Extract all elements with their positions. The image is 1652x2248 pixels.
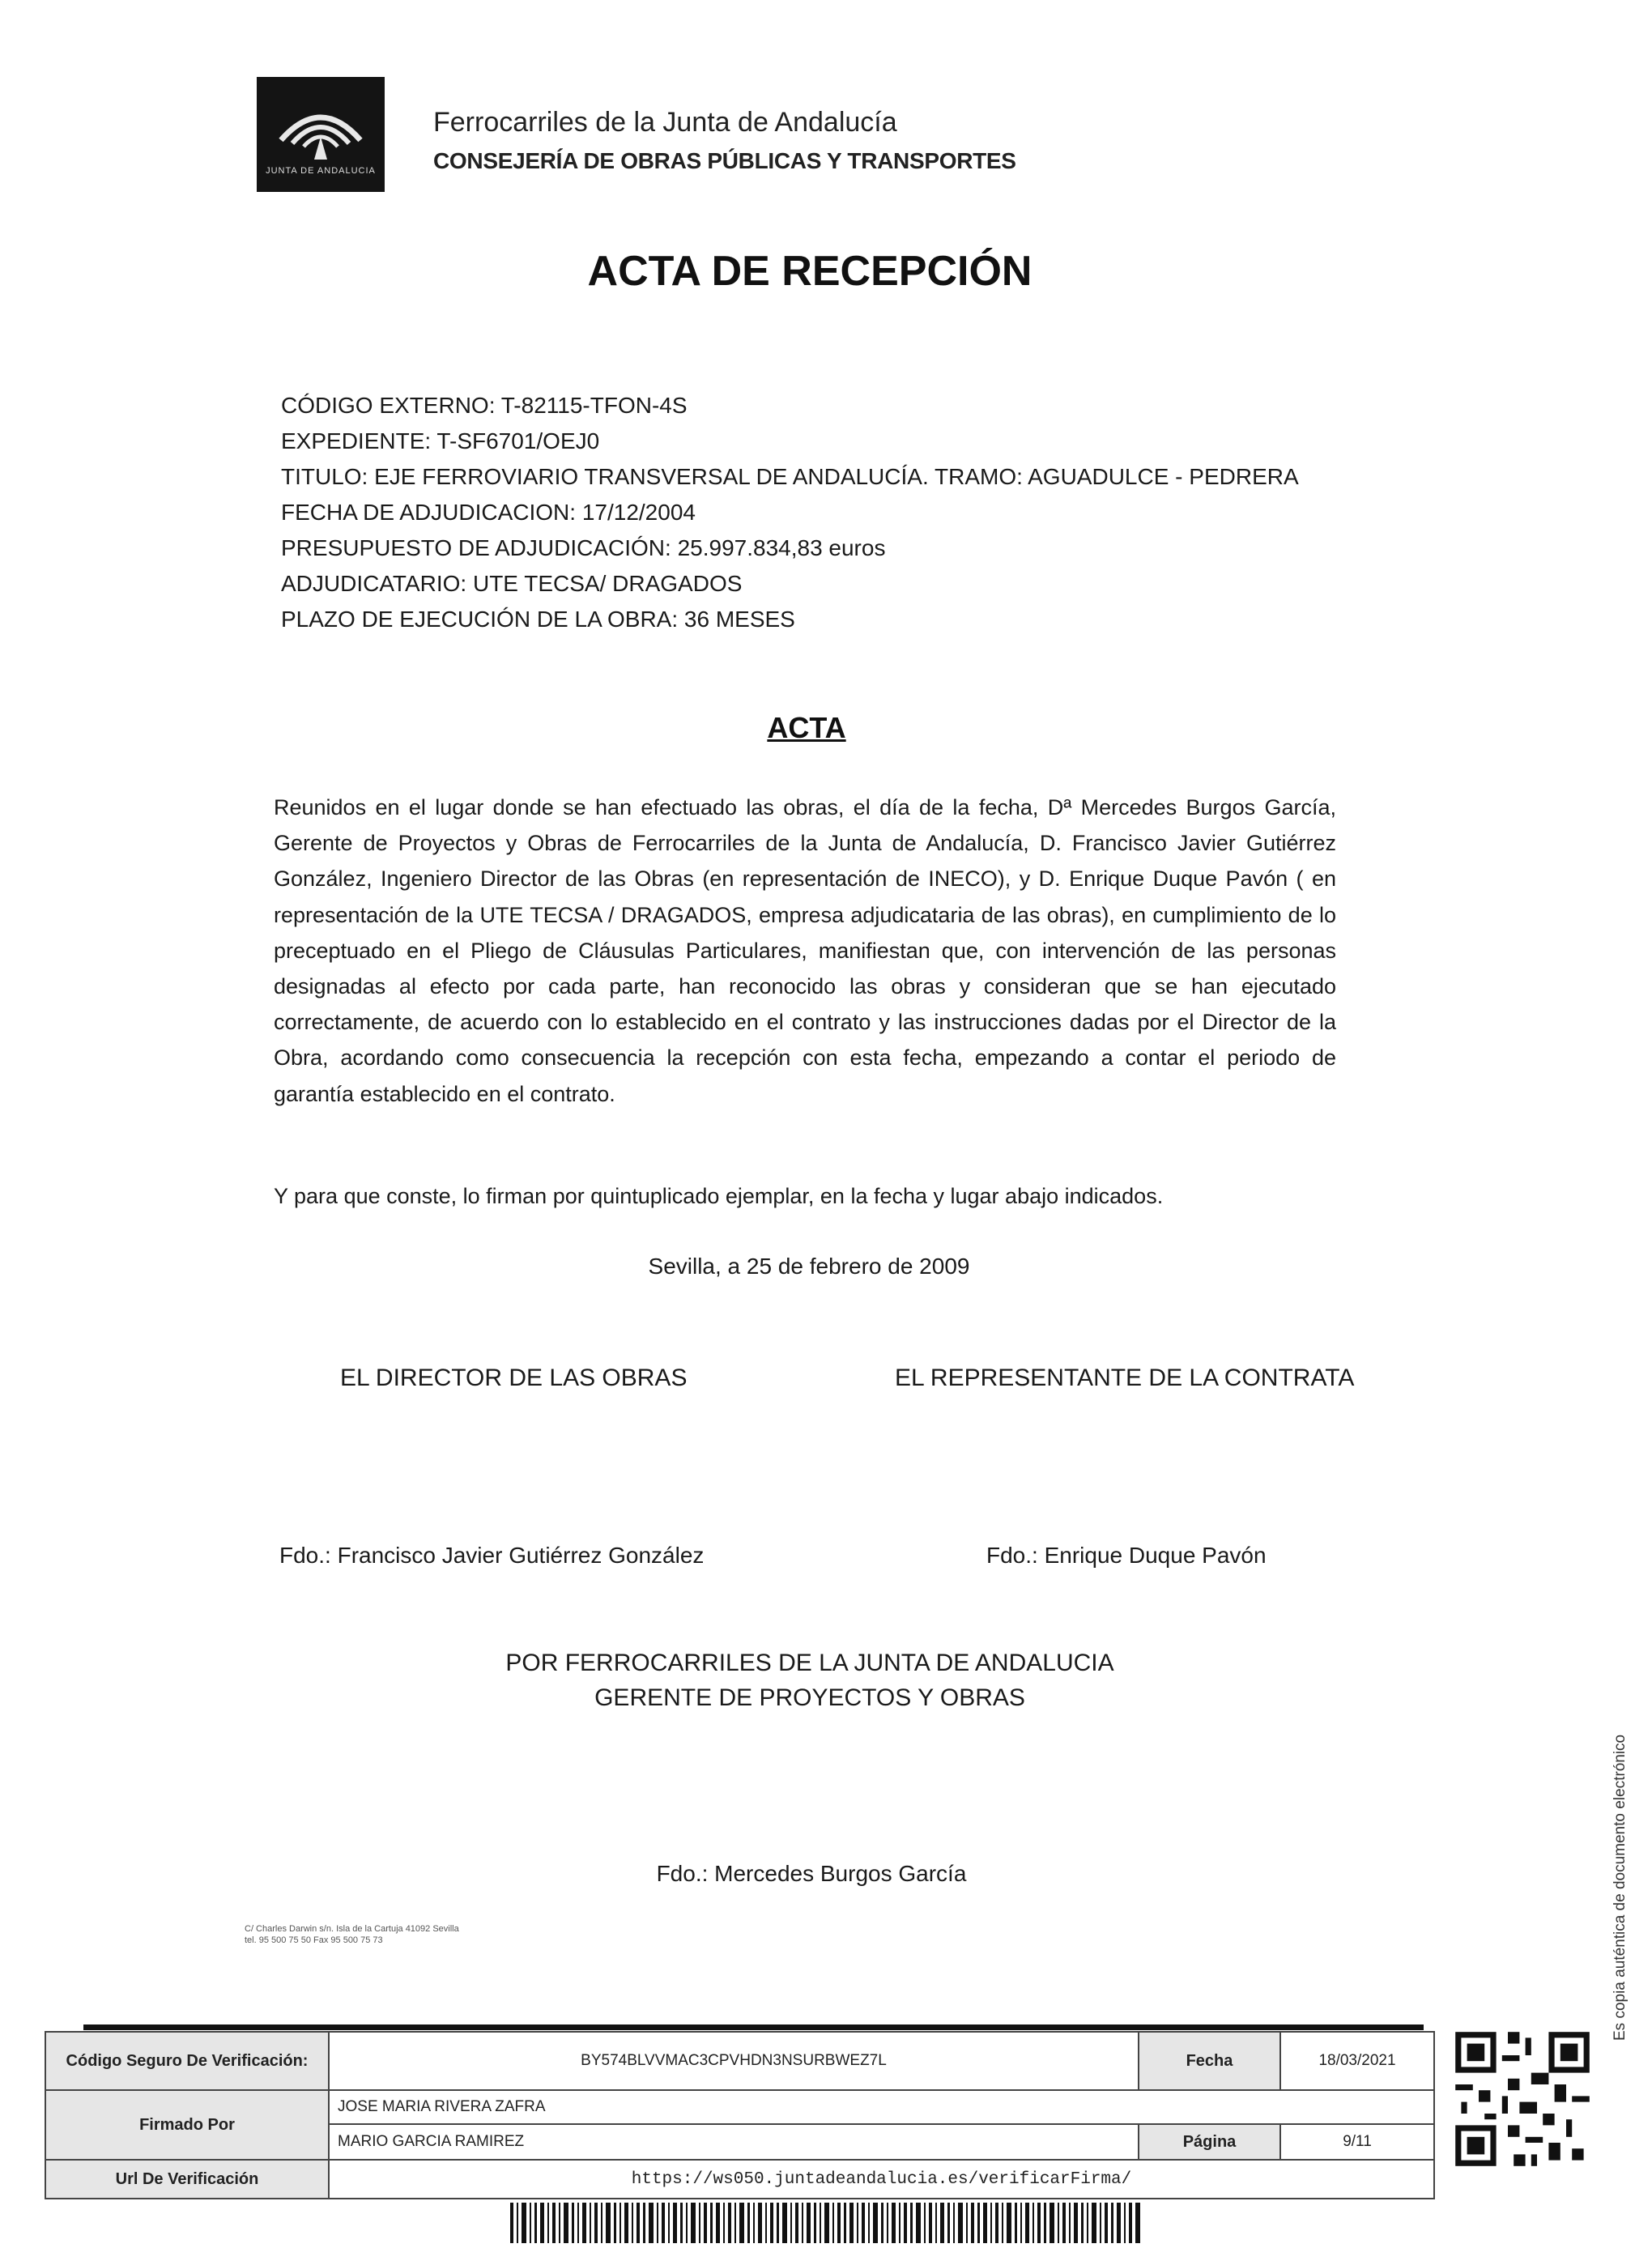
logo-label: JUNTA DE ANDALUCIA (266, 166, 376, 176)
junta-logo (257, 77, 385, 192)
signer-2: MARIO GARCIA RAMIREZ (329, 2124, 1139, 2160)
org-name: Ferrocarriles de la Junta de Andalucía (433, 107, 897, 138)
signature-date: 18/03/2021 (1280, 2032, 1434, 2090)
signature-director: Fdo.: Francisco Javier Gutiérrez González (279, 1543, 705, 1568)
field-presupuesto: PRESUPUESTO DE ADJUDICACIÓN: 25.997.834,83 euros (281, 535, 886, 560)
verification-table (45, 2031, 1435, 2199)
verification-code-label: Código Seguro De Verificación: (45, 2032, 329, 2090)
page-label: Página (1139, 2124, 1280, 2160)
signed-by-label: Firmado Por (45, 2090, 329, 2160)
page-number: 9/11 (1280, 2124, 1434, 2160)
url-label: Url De Verificación (45, 2160, 329, 2199)
signature-title-company: POR FERROCARRILES DE LA JUNTA DE ANDALUCIA (505, 1650, 1114, 1676)
authenticity-note: Es copia auténtica de documento electrónico (1612, 1734, 1629, 2041)
field-adjudicatario: ADJUDICATARIO: UTE TECSA/ DRAGADOS (281, 571, 743, 596)
date-label: Fecha (1139, 2032, 1280, 2090)
acta-heading: ACTA (767, 711, 846, 744)
closing-statement: Y para que conste, lo firman por quintuplicado ejemplar, en la fecha y lugar abajo indicados. (274, 1184, 1164, 1208)
signature-title-contractor: EL REPRESENTANTE DE LA CONTRATA (895, 1365, 1355, 1391)
verification-code: BY574BLVVMAC3CPVHDN3NSURBWEZ7L (329, 2032, 1139, 2090)
field-fecha-adjudicacion: FECHA DE ADJUDICACION: 17/12/2004 (281, 500, 696, 525)
signature-title-director: EL DIRECTOR DE LAS OBRAS (340, 1365, 688, 1391)
footer-divider (83, 2024, 1424, 2030)
body-paragraph: Reunidos en el lugar donde se han efectuado las obras, el día de la fecha, Dª Mercedes Burgos García, Gerente de Proyectos y Obras de Ferrocarriles de la Junta de Andalucía, D. Francisco Javier Gutiérrez González, Ingeniero Director de las Obras (en representación de INECO), y D. Enrique Duque Pavón ( en representación de la UTE TECSA / DRAGADOS, empresa adjudicataria de las obras), en cumplimiento de lo preceptuado en el Pliego de Cláusulas Particulares, manifiestan que, con intervención de las personas designadas al efecto por cada parte, han reconocido las obras y consideran que se han ejecutado correctamente, de acuerdo con lo establecido en el contrato y las instrucciones dadas por el Director de la Obra, acordando como consecuencia la recepción con esta fecha, empezando a contar el periodo de garantía establecido en el contrato. (274, 795, 1336, 1106)
signature-contractor: Fdo.: Enrique Duque Pavón (986, 1543, 1267, 1568)
field-expediente: EXPEDIENTE: T-SF6701/OEJ0 (281, 428, 600, 453)
field-codigo-externo: CÓDIGO EXTERNO: T-82115-TFON-4S (281, 393, 688, 418)
address-line-1: C/ Charles Darwin s/n. Isla de la Cartuja 41092 Sevilla (245, 1924, 459, 1934)
signature-manager: Fdo.: Mercedes Burgos García (656, 1861, 967, 1886)
address (245, 1923, 459, 1946)
field-plazo: PLAZO DE EJECUCIÓN DE LA OBRA: 36 MESES (281, 607, 795, 632)
ministry-name: CONSEJERÍA DE OBRAS PÚBLICAS Y TRANSPORTES (433, 148, 1016, 173)
place-date: Sevilla, a 25 de febrero de 2009 (648, 1254, 970, 1279)
barcode-icon (510, 2203, 1142, 2243)
document-title: ACTA DE RECEPCIÓN (587, 248, 1032, 295)
signer-1: JOSE MARIA RIVERA ZAFRA (329, 2090, 1434, 2124)
field-titulo: TITULO: EJE FERROVIARIO TRANSVERSAL DE ANDALUCÍA. TRAMO: AGUADULCE - PEDRERA (281, 464, 1299, 489)
verification-url[interactable]: https://ws050.juntadeandalucia.es/verificarFirma/ (329, 2160, 1434, 2199)
signature-title-manager: GERENTE DE PROYECTOS Y OBRAS (594, 1684, 1025, 1711)
qr-code-icon (1450, 2026, 1595, 2172)
address-line-2: tel. 95 500 75 50 Fax 95 500 75 73 (245, 1935, 383, 1945)
